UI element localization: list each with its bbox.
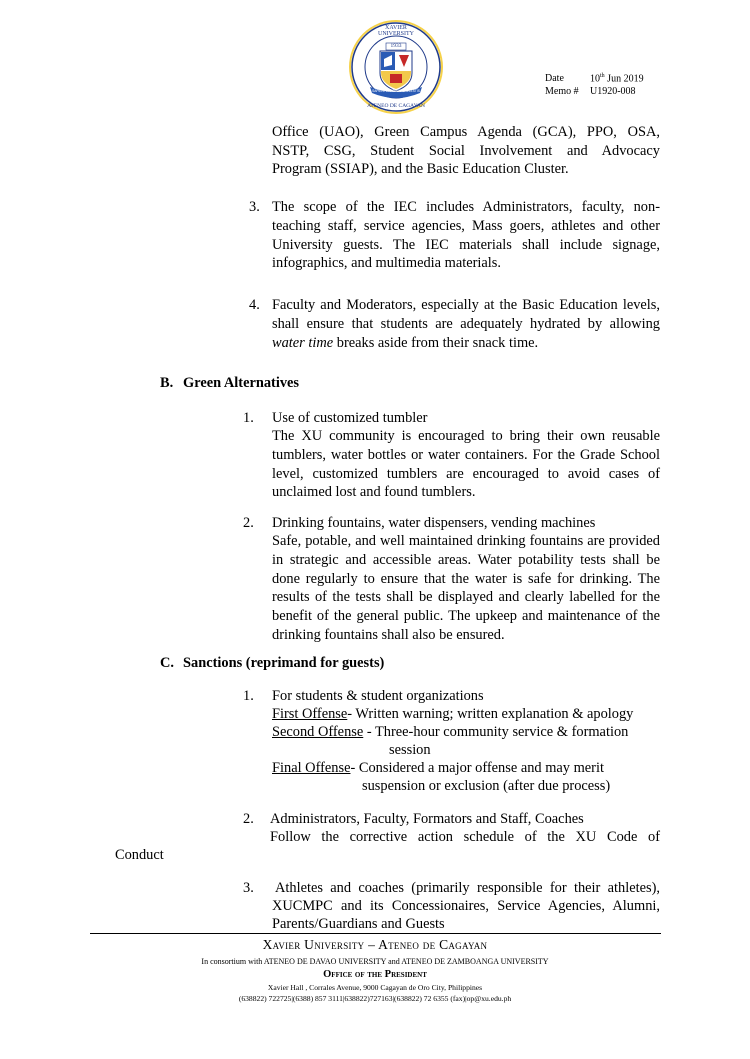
section-b-title: Green Alternatives [183,375,300,391]
c1-second-offense [272,723,628,742]
c1-first-offense [272,705,633,724]
date-rest: Jun 2019 [604,73,644,85]
section-c-title: Sanctions (reprimand for guests) [183,655,385,671]
c1-final-offense [272,759,604,778]
item-4-text [272,296,660,352]
c3-line-2: XUCMPC and its Concessionaires, Service Agencies, Alumni, [272,898,660,914]
date-day: 10 [590,73,600,85]
first-offense-label: First Offense [272,706,348,722]
c2-number: 2. [243,811,254,827]
b2-title: Drinking fountains, water dispensers, vending machines [272,515,596,531]
c2-line-2: Follow the corrective action schedule of the XU Code of [270,829,660,845]
item-4-text-italic: water time [272,334,334,351]
date-row [545,70,644,85]
item-3-text: The scope of the IEC includes Administrators, faculty, non-teaching staff, service agencies, Mass goers, athletes and other University guests. The IEC materials shall include signage, infographics, and multimedia materials. [272,199,660,272]
seal-text-top: XAVIER UNIVERSITY [378,25,414,37]
date-label: Date [545,73,564,85]
footer-address: Xavier Hall , Corrales Avenue, 9000 Cagayan de Oro City, Philippines [267,983,483,992]
footer-office: Office of the President [323,969,427,980]
footer-university: Xavier University – Ateneo de Cagayan [262,937,488,952]
c2-line-3: Conduct [115,847,164,863]
c1-number: 1. [243,688,254,704]
footer-divider [90,933,661,934]
c1-final-offense-cont: suspension or exclusion (after due process) [362,778,611,794]
b2-number: 2. [243,515,254,531]
c2-title: Administrators, Faculty, Formators and Staff, Coaches [270,811,584,827]
footer-contacts: (638822) 722725|(6388) 857 3111|638822)727163|(638822) 72 6355 (fax)|op@xu.edu.ph [238,994,512,1003]
c3-line-3: Parents/Guardians and Guests [272,916,445,932]
final-offense-text: - Considered a major offense and may merit [350,760,604,776]
c3-line-1: Athletes and coaches (primarily responsible for their athletes), [275,880,660,896]
memo-value: U1920-008 [590,86,636,98]
continued-line-2: NSTP, CSG, Student Social Involvement and Advocacy [272,143,660,159]
b2-text: Safe, potable, and well maintained drinking fountains are provided in strategic and accessible areas. Water potability tests shall be done regularly to ensure that the water is safe for drinking. The results of the tests shall be displayed and clearly labelled for the benefit of the general public. The upkeep and maintenance of the drinking fountains shall also be ensured. [272,533,660,643]
c3-number: 3. [243,880,254,896]
section-c-label: C. [160,655,174,671]
seal-motto: SAPIENTIA DOMUS CAELESTIS [372,89,420,93]
first-offense-text: - Written warning; written explanation & apology [347,706,634,722]
b1-title: Use of customized tumbler [272,410,428,426]
b1-text: The XU community is encouraged to bring their own reusable tumblers, water bottles or water containers. For the Grade School level, customized tumblers are encouraged to avoid cases of unclaimed lost and found tumblers. [272,428,660,501]
date-block [545,70,644,98]
c1-second-offense-cont: session [389,742,431,758]
b1-number: 1. [243,410,254,426]
item-3-number: 3. [249,199,260,215]
section-b-label: B. [160,375,174,391]
item-4-number: 4. [249,297,260,313]
date-suffix: th [600,73,605,79]
continued-line-3: Program (SSIAP), and the Basic Education Cluster. [272,161,569,177]
final-offense-label: Final Offense [272,760,351,776]
item-4-text-after: breaks aside from their snack time. [333,334,539,351]
seal-year: 1933 [390,43,402,49]
memo-label: Memo # [545,86,579,98]
continued-line-1: Office (UAO), Green Campus Agenda (GCA), PPO, OSA, [272,124,660,140]
item-4-text-before: Faculty and Moderators, especially at the Basic Education levels, shall ensure that students are adequately hydrated by allowing [272,297,660,332]
second-offense-text: - Three-hour community service & formation [363,724,629,740]
memo-row [545,85,644,98]
c1-title: For students & student organizations [272,688,484,704]
second-offense-label: Second Offense [272,724,364,740]
seal-text-bottom: ATENEO DE CAGAYAN [367,103,425,109]
university-seal [348,19,444,115]
footer-consortium: In consortium with ATENEO DE DAVAO UNIVERSITY and ATENEO DE ZAMBOANGA UNIVERSITY [201,957,549,966]
